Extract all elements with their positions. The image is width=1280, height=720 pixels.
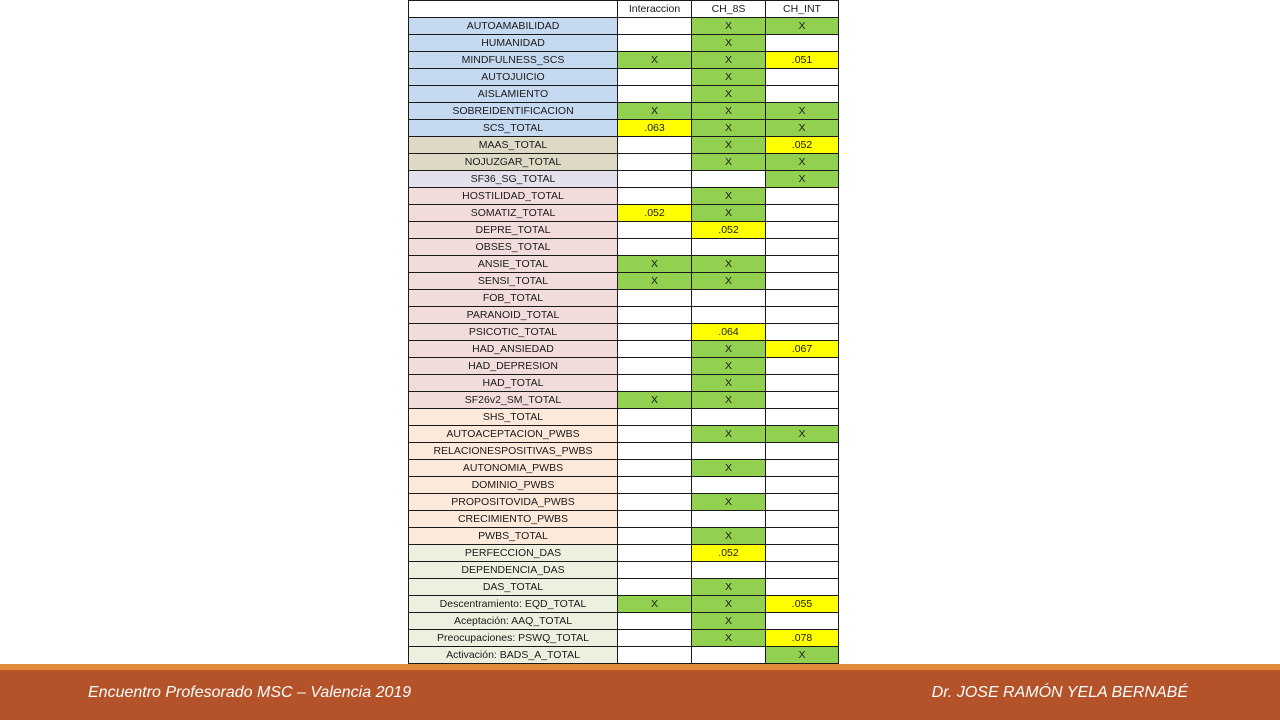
cell-ch-int <box>766 222 839 239</box>
table-row <box>409 239 839 256</box>
table-row <box>409 460 839 477</box>
cell-ch-8s <box>692 171 766 188</box>
cell-ch-int <box>766 256 839 273</box>
cell-ch-int <box>766 409 839 426</box>
cell-ch-int: .055 <box>766 596 839 613</box>
cell-ch-8s: .052 <box>692 545 766 562</box>
cell-interaccion <box>618 426 692 443</box>
table-body <box>409 18 839 664</box>
cell-ch-8s: .052 <box>692 222 766 239</box>
table-row <box>409 341 839 358</box>
cell-ch-8s: X <box>692 613 766 630</box>
cell-ch-8s <box>692 477 766 494</box>
table-row <box>409 630 839 647</box>
row-label: DAS_TOTAL <box>409 579 618 596</box>
table-row <box>409 307 839 324</box>
row-label: MAAS_TOTAL <box>409 137 618 154</box>
cell-ch-8s: X <box>692 494 766 511</box>
cell-interaccion <box>618 579 692 596</box>
cell-ch-int: X <box>766 647 839 664</box>
table-row <box>409 35 839 52</box>
cell-ch-int: X <box>766 18 839 35</box>
cell-ch-int <box>766 443 839 460</box>
cell-interaccion <box>618 307 692 324</box>
row-label: HAD_DEPRESION <box>409 358 618 375</box>
cell-ch-8s: X <box>692 69 766 86</box>
row-label: SF36_SG_TOTAL <box>409 171 618 188</box>
cell-ch-int <box>766 290 839 307</box>
cell-ch-8s: X <box>692 579 766 596</box>
row-label: AUTOJUICIO <box>409 69 618 86</box>
cell-interaccion <box>618 613 692 630</box>
cell-interaccion <box>618 290 692 307</box>
cell-interaccion <box>618 630 692 647</box>
cell-ch-8s <box>692 409 766 426</box>
cell-ch-int <box>766 477 839 494</box>
cell-interaccion <box>618 494 692 511</box>
table-row <box>409 477 839 494</box>
table-row <box>409 205 839 222</box>
table-row <box>409 392 839 409</box>
table-row <box>409 222 839 239</box>
row-label: SOBREIDENTIFICACION <box>409 103 618 120</box>
cell-ch-8s: X <box>692 460 766 477</box>
cell-interaccion <box>618 69 692 86</box>
row-label: PERFECCION_DAS <box>409 545 618 562</box>
table-row <box>409 171 839 188</box>
row-label: AUTOAMABILIDAD <box>409 18 618 35</box>
table-row <box>409 511 839 528</box>
cell-ch-int: .067 <box>766 341 839 358</box>
cell-interaccion <box>618 477 692 494</box>
cell-ch-8s: X <box>692 392 766 409</box>
cell-ch-int: .052 <box>766 137 839 154</box>
row-label: Activación: BADS_A_TOTAL <box>409 647 618 664</box>
table-row <box>409 528 839 545</box>
cell-ch-int <box>766 375 839 392</box>
row-label: Descentramiento: EQD_TOTAL <box>409 596 618 613</box>
cell-interaccion <box>618 528 692 545</box>
table-row <box>409 188 839 205</box>
table-row <box>409 18 839 35</box>
row-label: PSICOTIC_TOTAL <box>409 324 618 341</box>
table-row <box>409 494 839 511</box>
row-label: RELACIONESPOSITIVAS_PWBS <box>409 443 618 460</box>
header-blank <box>409 1 618 18</box>
table-row <box>409 375 839 392</box>
table-row <box>409 545 839 562</box>
row-label: AUTONOMIA_PWBS <box>409 460 618 477</box>
cell-interaccion <box>618 154 692 171</box>
cell-ch-8s: .064 <box>692 324 766 341</box>
row-label: SCS_TOTAL <box>409 120 618 137</box>
row-label: DEPENDENCIA_DAS <box>409 562 618 579</box>
cell-ch-int: .051 <box>766 52 839 69</box>
cell-interaccion: .063 <box>618 120 692 137</box>
table-row <box>409 86 839 103</box>
cell-interaccion <box>618 511 692 528</box>
cell-interaccion: X <box>618 103 692 120</box>
cell-ch-int <box>766 579 839 596</box>
cell-interaccion <box>618 239 692 256</box>
table-row <box>409 596 839 613</box>
cell-ch-int: X <box>766 426 839 443</box>
table-row <box>409 52 839 69</box>
cell-interaccion: X <box>618 596 692 613</box>
row-label: HAD_TOTAL <box>409 375 618 392</box>
row-label: CRECIMIENTO_PWBS <box>409 511 618 528</box>
cell-ch-8s: X <box>692 630 766 647</box>
row-label: DEPRE_TOTAL <box>409 222 618 239</box>
table-row <box>409 579 839 596</box>
table-row <box>409 358 839 375</box>
header-interaccion: Interaccion <box>618 1 692 18</box>
cell-ch-8s: X <box>692 358 766 375</box>
cell-ch-8s <box>692 290 766 307</box>
cell-ch-8s <box>692 562 766 579</box>
row-label: PARANOID_TOTAL <box>409 307 618 324</box>
header-row <box>409 1 839 18</box>
cell-ch-int <box>766 613 839 630</box>
cell-ch-8s: X <box>692 426 766 443</box>
table-row <box>409 324 839 341</box>
results-table-container <box>408 0 838 664</box>
footer-bar <box>0 670 1280 720</box>
cell-ch-int <box>766 545 839 562</box>
cell-interaccion: X <box>618 256 692 273</box>
cell-ch-8s: X <box>692 596 766 613</box>
cell-ch-int <box>766 562 839 579</box>
cell-interaccion <box>618 188 692 205</box>
row-label: PWBS_TOTAL <box>409 528 618 545</box>
cell-interaccion <box>618 647 692 664</box>
cell-ch-int: .078 <box>766 630 839 647</box>
cell-ch-8s <box>692 443 766 460</box>
cell-interaccion: X <box>618 52 692 69</box>
cell-ch-int: X <box>766 171 839 188</box>
header-ch-8s: CH_8S <box>692 1 766 18</box>
cell-interaccion <box>618 409 692 426</box>
table-row <box>409 409 839 426</box>
cell-ch-8s: X <box>692 188 766 205</box>
cell-ch-8s: X <box>692 103 766 120</box>
cell-interaccion <box>618 35 692 52</box>
table-row <box>409 562 839 579</box>
cell-interaccion <box>618 443 692 460</box>
row-label: AISLAMIENTO <box>409 86 618 103</box>
cell-ch-8s: X <box>692 35 766 52</box>
results-table <box>408 0 839 664</box>
row-label: SENSI_TOTAL <box>409 273 618 290</box>
row-label: Aceptación: AAQ_TOTAL <box>409 613 618 630</box>
row-label: HAD_ANSIEDAD <box>409 341 618 358</box>
cell-ch-int <box>766 511 839 528</box>
row-label: HOSTILIDAD_TOTAL <box>409 188 618 205</box>
cell-ch-int <box>766 188 839 205</box>
cell-interaccion <box>618 545 692 562</box>
row-label: AUTOACEPTACION_PWBS <box>409 426 618 443</box>
table-row <box>409 103 839 120</box>
cell-ch-8s: X <box>692 256 766 273</box>
row-label: FOB_TOTAL <box>409 290 618 307</box>
table-row <box>409 426 839 443</box>
cell-interaccion <box>618 460 692 477</box>
cell-ch-int <box>766 239 839 256</box>
cell-ch-8s: X <box>692 273 766 290</box>
cell-ch-8s: X <box>692 18 766 35</box>
cell-ch-8s: X <box>692 341 766 358</box>
cell-interaccion <box>618 171 692 188</box>
cell-ch-int <box>766 392 839 409</box>
cell-ch-8s: X <box>692 52 766 69</box>
cell-ch-int: X <box>766 120 839 137</box>
row-label: HUMANIDAD <box>409 35 618 52</box>
header-ch-int: CH_INT <box>766 1 839 18</box>
cell-ch-8s <box>692 307 766 324</box>
cell-interaccion <box>618 222 692 239</box>
cell-ch-8s: X <box>692 137 766 154</box>
cell-ch-int <box>766 205 839 222</box>
cell-ch-int <box>766 460 839 477</box>
cell-interaccion <box>618 18 692 35</box>
row-label: PROPOSITOVIDA_PWBS <box>409 494 618 511</box>
cell-interaccion <box>618 324 692 341</box>
row-label: ANSIE_TOTAL <box>409 256 618 273</box>
table-row <box>409 647 839 664</box>
table-row <box>409 69 839 86</box>
cell-ch-8s: X <box>692 120 766 137</box>
cell-ch-int <box>766 307 839 324</box>
cell-ch-8s <box>692 647 766 664</box>
cell-interaccion: X <box>618 392 692 409</box>
cell-ch-8s <box>692 511 766 528</box>
table-row <box>409 290 839 307</box>
row-label: DOMINIO_PWBS <box>409 477 618 494</box>
row-label: SHS_TOTAL <box>409 409 618 426</box>
table-row <box>409 120 839 137</box>
cell-ch-int <box>766 528 839 545</box>
footer-event-text: Encuentro Profesorado MSC – Valencia 2019 <box>88 684 412 701</box>
table-row <box>409 256 839 273</box>
cell-ch-8s: X <box>692 86 766 103</box>
cell-ch-int <box>766 358 839 375</box>
cell-ch-int <box>766 35 839 52</box>
cell-ch-8s <box>692 239 766 256</box>
cell-interaccion: .052 <box>618 205 692 222</box>
table-row <box>409 154 839 171</box>
cell-ch-8s: X <box>692 528 766 545</box>
cell-ch-int <box>766 494 839 511</box>
table-row <box>409 443 839 460</box>
cell-interaccion <box>618 137 692 154</box>
cell-interaccion <box>618 375 692 392</box>
cell-ch-int <box>766 273 839 290</box>
footer-author-text: Dr. JOSE RAMÓN YELA BERNABÉ <box>931 684 1188 701</box>
cell-interaccion <box>618 562 692 579</box>
row-label: OBSES_TOTAL <box>409 239 618 256</box>
cell-ch-8s: X <box>692 205 766 222</box>
row-label: MINDFULNESS_SCS <box>409 52 618 69</box>
cell-interaccion <box>618 358 692 375</box>
cell-ch-int <box>766 324 839 341</box>
row-label: SOMATIZ_TOTAL <box>409 205 618 222</box>
cell-interaccion: X <box>618 273 692 290</box>
table-row <box>409 137 839 154</box>
cell-ch-8s: X <box>692 154 766 171</box>
row-label: SF26v2_SM_TOTAL <box>409 392 618 409</box>
cell-ch-int <box>766 69 839 86</box>
cell-interaccion <box>618 86 692 103</box>
row-label: NOJUZGAR_TOTAL <box>409 154 618 171</box>
cell-interaccion <box>618 341 692 358</box>
cell-ch-int <box>766 86 839 103</box>
row-label: Preocupaciones: PSWQ_TOTAL <box>409 630 618 647</box>
cell-ch-8s: X <box>692 375 766 392</box>
cell-ch-int: X <box>766 154 839 171</box>
table-row <box>409 613 839 630</box>
cell-ch-int: X <box>766 103 839 120</box>
table-row <box>409 273 839 290</box>
